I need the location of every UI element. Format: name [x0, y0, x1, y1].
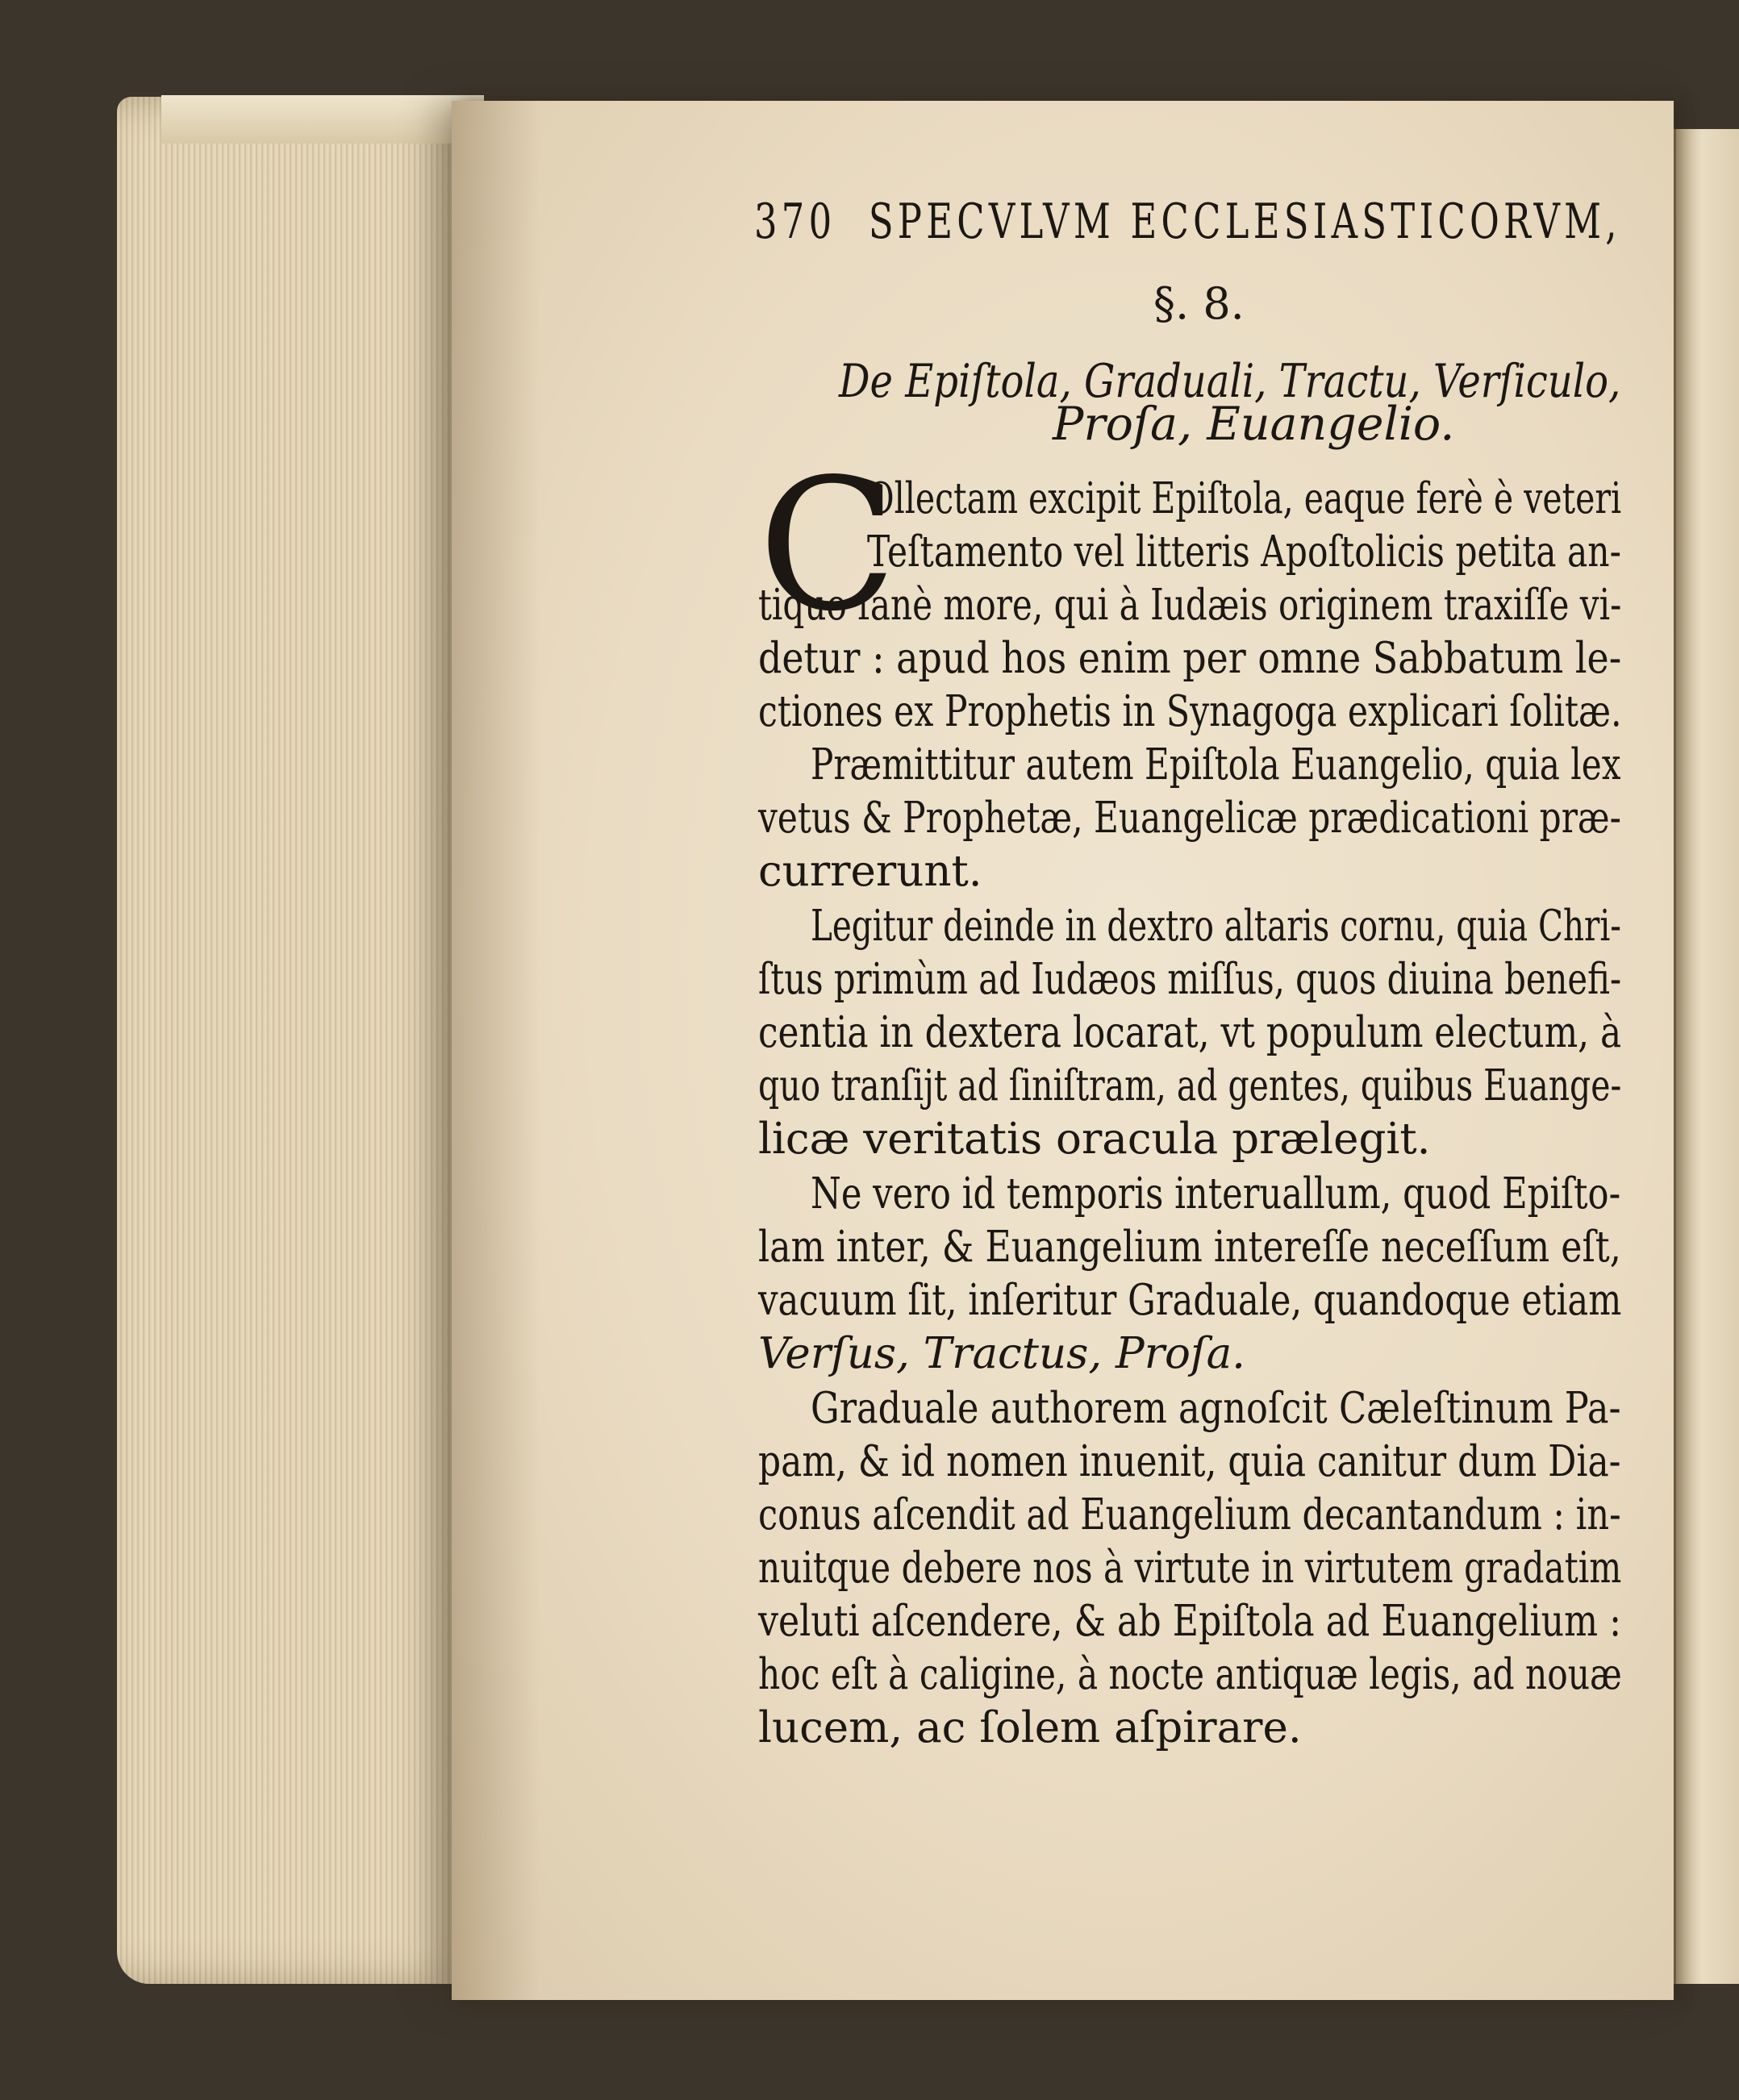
body-line: Verſus, Tractus, Proſa. [758, 1329, 1246, 1378]
body-line: lucem, ac ſolem aſpirare. [758, 1703, 1302, 1752]
body-line: Præmittitur autem Epiſtola Euangelio, quia lex [811, 740, 1621, 790]
body-line: Ne vero id temporis interuallum, quod Epiſto- [811, 1169, 1621, 1219]
body-line: lam inter, & Euangelium intereſſe neceſſum eſt, [758, 1223, 1621, 1272]
body-line: vacuum ſit, inſeritur Graduale, quandoque etiam [758, 1276, 1622, 1325]
drop-cap: C [758, 440, 898, 652]
page-number: 370 [754, 194, 836, 250]
body-line: pam, & id nomen inuenit, quia canitur dum Dia- [758, 1437, 1621, 1486]
body-line: ſtus primùm ad Iudæos miſſus, quos diuina benefi- [758, 955, 1622, 1004]
section-number: §. 8. [1153, 278, 1245, 329]
gutter-shadow [452, 101, 540, 2000]
body-line: tiquo ſanè more, qui à Iudæis originem traxiſſe vi- [758, 581, 1622, 630]
facing-page-edge [1674, 129, 1739, 1984]
page-edges [117, 97, 472, 1984]
running-head [754, 194, 1621, 250]
body-line: detur : apud hos enim per omne Sabbatum le- [758, 634, 1622, 683]
body-line: Legitur deinde in dextro altaris cornu, quia Chri- [811, 902, 1621, 951]
body-line: hoc eſt à caligine, à nocte antiquæ legis, ad nouæ [758, 1650, 1622, 1699]
body-line: quo tranſijt ad ſiniſtram, ad gentes, quibus Euange- [758, 1061, 1622, 1110]
body-line: nuitque debere nos à virtute in virtutem gradatim [758, 1544, 1622, 1593]
section-heading-line-1: De Epiſtola, Graduali, Tractu, Verſiculo, [839, 355, 1621, 408]
body-line: currerunt. [758, 847, 982, 896]
page-edges-top [161, 95, 484, 144]
body-line: centia in dextera locarat, vt populum electum, à [758, 1008, 1622, 1057]
body-line: Teſtamento vel litteris Apoſtolicis petita an- [867, 527, 1621, 577]
body-line: Graduale authorem agnoſcit Cæleſtinum Pa- [811, 1384, 1621, 1433]
section-heading-line-2: Proſa, Euangelio. [1053, 398, 1455, 451]
body-line: vetus & Prophetæ, Euangelicæ prædicationi præ- [758, 794, 1621, 843]
body-line: ctiones ex Prophetis in Synagoga explicari ſolitæ. [758, 687, 1622, 736]
body-line: Ollectam excipit Epiſtola, eaque ferè è veteri [867, 474, 1622, 523]
body-line: veluti aſcendere, & ab Epiſtola ad Euangelium : [758, 1597, 1622, 1646]
running-head-title: SPECVLVM ECCLESIASTICORVM, [868, 194, 1621, 250]
body-line: conus aſcendit ad Euangelium decantandum : in- [758, 1490, 1621, 1540]
body-line: licæ veritatis oracula prælegit. [758, 1115, 1431, 1164]
